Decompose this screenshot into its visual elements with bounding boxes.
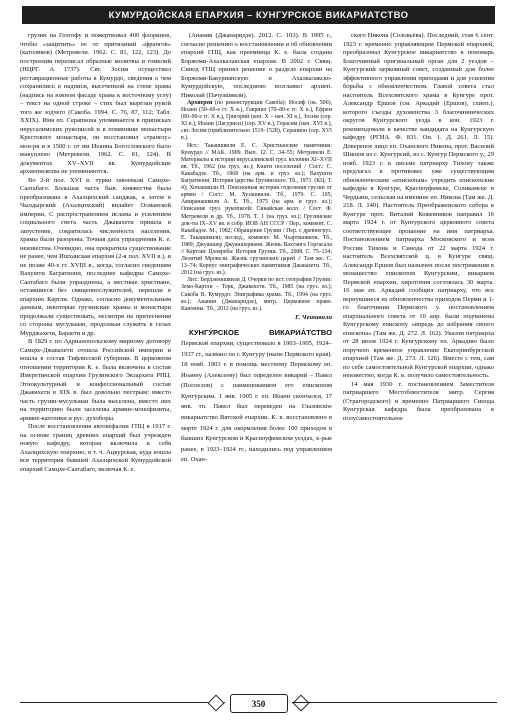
page-number: 350 [230,694,288,713]
bishops-list [181,100,332,143]
col1-paragraph: В 1829 г. по Адрианопольскому мирному договору Самцхе-Джавахети отошла Российской империи и вошла в состав Тифлисской губернии. В церковном отношении территория К. е. была включена в состав Имеретинской епархии Грузинского Экзархата РПЦ. Этнокультурный и конфессиональный состав Джавахети в XIX в. был довольно пестрым: вместо часть грузин-мусульман была выселена, вместо них на территорию были заселены армяне-монофизиты, армяне-католики и рус. духоборы. [20,338,171,422]
column-3 [343,32,494,687]
footer-rule-left [20,702,225,703]
footer-rule-right [292,702,497,703]
page-footer [20,690,497,714]
bibliography-block [181,100,332,313]
footer-ornament-right [293,695,310,712]
running-header-title: КУМУРДОЙСКАЯ ЕПАРХИЯ – КУНГУРСКОЕ ВИКАРИАТСТВО [108,9,409,21]
col3-paragraph: ского Никона (Соловьёва). Последний, став 6 сент. 1923 г. временно управляющим Пермской епархией, преобразовал Кунгурское викариатство в пономарь Благочинный оригинальный орган для 2 уездов – Кунгурский церковный совет, созданный для более эффективного управления приходами и для усиления борьбы с обновленчеством. Главой совета стал настоятель Всехсвятского храма в Кунгуре прот. Александр Ершов (см. Аркадий (Ершов), схиеп.), которого съезды духовенства 3 благочиннических округов Кунгурского уезда в кон. 1923 г. рекомендовали в качестве кандидата на Кунгурскую кафедру (РГИА. Ф. 831. Оп. 1. Д. 261. Л. 15). Довереное лицо еп. Оханского Никона, прот. Василий Шишов из с. Кунгурсий, из с. Кунгур Пермского у., 29 нояб. 1923 г. в письме патриарху Тихону также предлагал в противовес уже существующим обновленческим «епископам» учредить епископские кафедры в Кунгуре, Красноуфимске, Соликамске и Чердыни, сельская на именине еп. Никона (Там же. Д. 218. Л. 140). Настоятель Преображенского собора в Кунгуре прот. Виталий Кожевников направил 16 марта 1924 г. от Кунгурского церковного совета соответствующее прошение на имя патриарха. Постановлением патриарха Московского и всея России Тихона и Синода от 22 марта 1924 г. настоятель Всехсвятской ц. в Кунгуре свящ. Александр Ершов был назначен после пострижения в монашество епископом Кунгурским, викарием Пермской епархии, хиротония состоялась 30 марта. 16 мая еп. Аркадий сообщил патриарху, что все вернувшиеся из обновленчества приходов Перми и 1-го благочиния Пермского у. постановлением епархиального совета от 10 апр. были подчинены Кунгурскому епископу «впредь до избрания своего епископа» (Там же. Д. 272. Л. 162). Указом патриарха от 28 июля 1924 г. Кунгурскому еп. Аркадию было поручено временное управление Екатеринбургской епархией (Там же. Д. 273. Л. 126). Вместе с тем, сам по себе самостоятельной Кунгурской епархии, однако неизвестно, когда К. в. получило самостоятельность. [343,32,494,379]
article-title: КУНГУ́РСКОЕ ВИКАРИА́ТСТВО [189,328,332,338]
article-intro: Пермской епархии, существовало в 1903–1905, 1924–1937 гг., названо по г. Кунгуру (ныне Пермского края). 18 нояб. 1903 г. в помощь местному Пермскому еп. Иоанну (Алексееву) был определен викарий – Павел (Поспелов) с наименованием его епископом Кунгурским. 1 янв. 1905 г. еп. Иоанн скончался, 17 янв. тп. Павел был переведен на Глазовское викариатство Вятской епархии. К. в. восстановлено в марте 1924 г. для окормления более 100 приходов в бывших Кунгурском и Красноуфимском уездах, к-рые ранее, в 1923–1924 гг., находились под управлением еп. Охан- [181,339,332,464]
sources-list: Ист.: Такаишвили Е. С. Христианские памятники: Кумурдо // МАК. 1909. Вып. 12. С. 34–55; Метревели Е. Материалы к истории иерусалимской груз. колонии XI–XVII вв. Тб., 1962 (на груз. яз.); Книги поселений / Сост.: С. Какабадзе. Тб., 1968 (на арм. и груз. яз.); Вахушти Багратиони. История царства Грузинского. Тб., 1973. (КЦ; Т. 4); Хонашвили Н. Пенсионная история отделения грузин от армян / Сост.: М. Хузашвили. Тб., 1979. С. 105; Амиранашвили А. Е. Тб., 1975 (на арм. и груз. яз.); Описание груз. рукописей: Синайская колл. / Сост. Ф. Метревели и др. Тб., 1978. Т. 1 (на груз. яз.); Грузинские док-ты IX–XV вв. в собр. ИОВ АН СССР / Пер., коммент. С. Какабадзе. М., 1982; Обращение Грузии / Пер. с древнегруз. Е. Такаишвили; исслед., коммент. М. Чхартишвили. Тб., 1989; Джуаншер Джуаншериани. Жизнь Вахтанга Горгасала // Картлис Цховреба: История Грузии. Тб., 2008. С. 75–134; Леонтий Мровели. Жизнь грузинских царей // Там же. С. 13–74; Корпус эпиграфических памятников Джавахети. Тб., 2012 (на груз. яз.). [181,142,332,277]
author-signature: Г. Чеишвили [295,313,332,321]
column-1 [20,32,171,687]
literature-list: Лит.: Бердзенишвили Д. Очерки по ист. географии Грузии: Земо-Картли – Торк, Джавахети. Тб., 1985 (на груз. яз.); Сакоба В. Кумурдо: Эпиграфика храма. Тб., 1994 (на груз. яз.); Анания (Джапаридзе), митр. Церковное право. Канонны. Тб., 2012 (на груз. яз.). [181,277,332,312]
bishops-title: Архиереи [187,100,213,106]
col3-paragraph: 14 мая 1930 г. постановлением Заместителя патриаршего Местоблюстителя митр. Сергия (Страгородского) и временно Патриаршего Синода Кунгурская кафедра была преобразована в полусамостоятельное [343,380,494,422]
article-heading [181,328,332,465]
col1-paragraph: Во 2-й пол. XVI в. турки завоевали Самцхе-Саатабаго. Большая часть быв. княжества была преобразована в Ахалцихский санджак, а затем в Чылдырский (Ахалцихский) вилайет Османской империи. С распространением ислама и усилением социального гнета часть Джавахети пришла в запустение, сократилась численность населения, храмы были разорены. Точная дата упразднения К. е. неизвестна. Очевидно, она прекратила существование не ранее, чем Ишханская епархия (2-я пол. XVII в.), и не позже 40-х гг. XVIII в., когда, согласно сведениям Вахушти Багратиони, последние кафедры Самцхе-Саатабаго были упразднены, а местные христиане, оставшиеся без священнослужителей, перешли в епархию Картли. Однако, согласно документальным данным, некоторые грузинские храмы и монастыри продолжали существовать, несмотря на притеснения со стороны мусульман, продолжая служить в селах Мурджахети, Бараети и др. [20,176,171,337]
col2-paragraph: (Анания (Джапаридзе). 2012. С. 103). В 1995 г., согласно решению о восстановлении и об обновлении епархий ГПЦ, как преемница К. е. была создана Боржоми-Ахалкалакская епархия. В 2002 г. Свящ. Синод ГПЦ принял решение о разделе епархии на Боржоми-Бакурианскую и Ахалкалакско-Кумурдойскую, последнюю возглавил архиеп. Николай (Пачуашвили). [181,32,332,99]
footer-ornament-left [208,695,225,712]
bishops-text: (по реконструкции Сакоба): Иосиф (ок. 506), Иоанн (50–60-е гг. X в.), Гавриил (70–80-е гг. X в.), Ефрем (80–90-е гг. X в.), Григорий (кон. X – нач. XI в.), Зосим (сер. XI в.), Иоанн (Ласуриси) (сер. XV в.), Герасим (нач. XVI в.), свт. Зосим (приблизительно 1519–1528), Серапион (сер. XVI в.). [181,100,332,142]
col1-paragraph: После восстановления автокефалии ГПЦ в 1917 г. на основе границ древних епархий был учрежден новую кафедру, которая включила в себя Ахалцихскую епархию, в т. ч. Ацкурская, куда вошла вся территория бывшей Ахалцихской Кумурдойской епархий Самцхе-Саатабаго, включая К. е. [20,423,171,473]
column-2 [181,32,332,687]
running-header [22,6,495,24]
col1-paragraph: грузин на Голгофу и пожертвовал 400 флоринов, чтобы «защитить» ее от притязаний «франгов» (католиков) (Метревели. 1962. С. 81, 122, 123). До построения переписал образные молитвы и гомилий (НЦРГ. A 1737). Свт. Зосим осуществил реставрационные работы в Кумурдо, сведения о чем сохранились в надписи, высеченной на стене храма (надпись на южном фасаде храма к восточному углу) – текст на одной строке – стих был вырезан рукой того же зодчего (Cакоба. 1994. С. 76, 87, 112; Табл. XXIX). Имя еп. Серапиона упоминается в приписках иерусалимских рукописей и в помяннике монастыря Крестового монастыря, он восстановил «трапезу» мон-ря и в 1500 г. от им Иоанна Богословского было выкуплено (Метревели. 1962. С. 81, 124). В документах XV–XVII вв. Кумурдойские архиепископы не упоминаются. [20,32,171,175]
